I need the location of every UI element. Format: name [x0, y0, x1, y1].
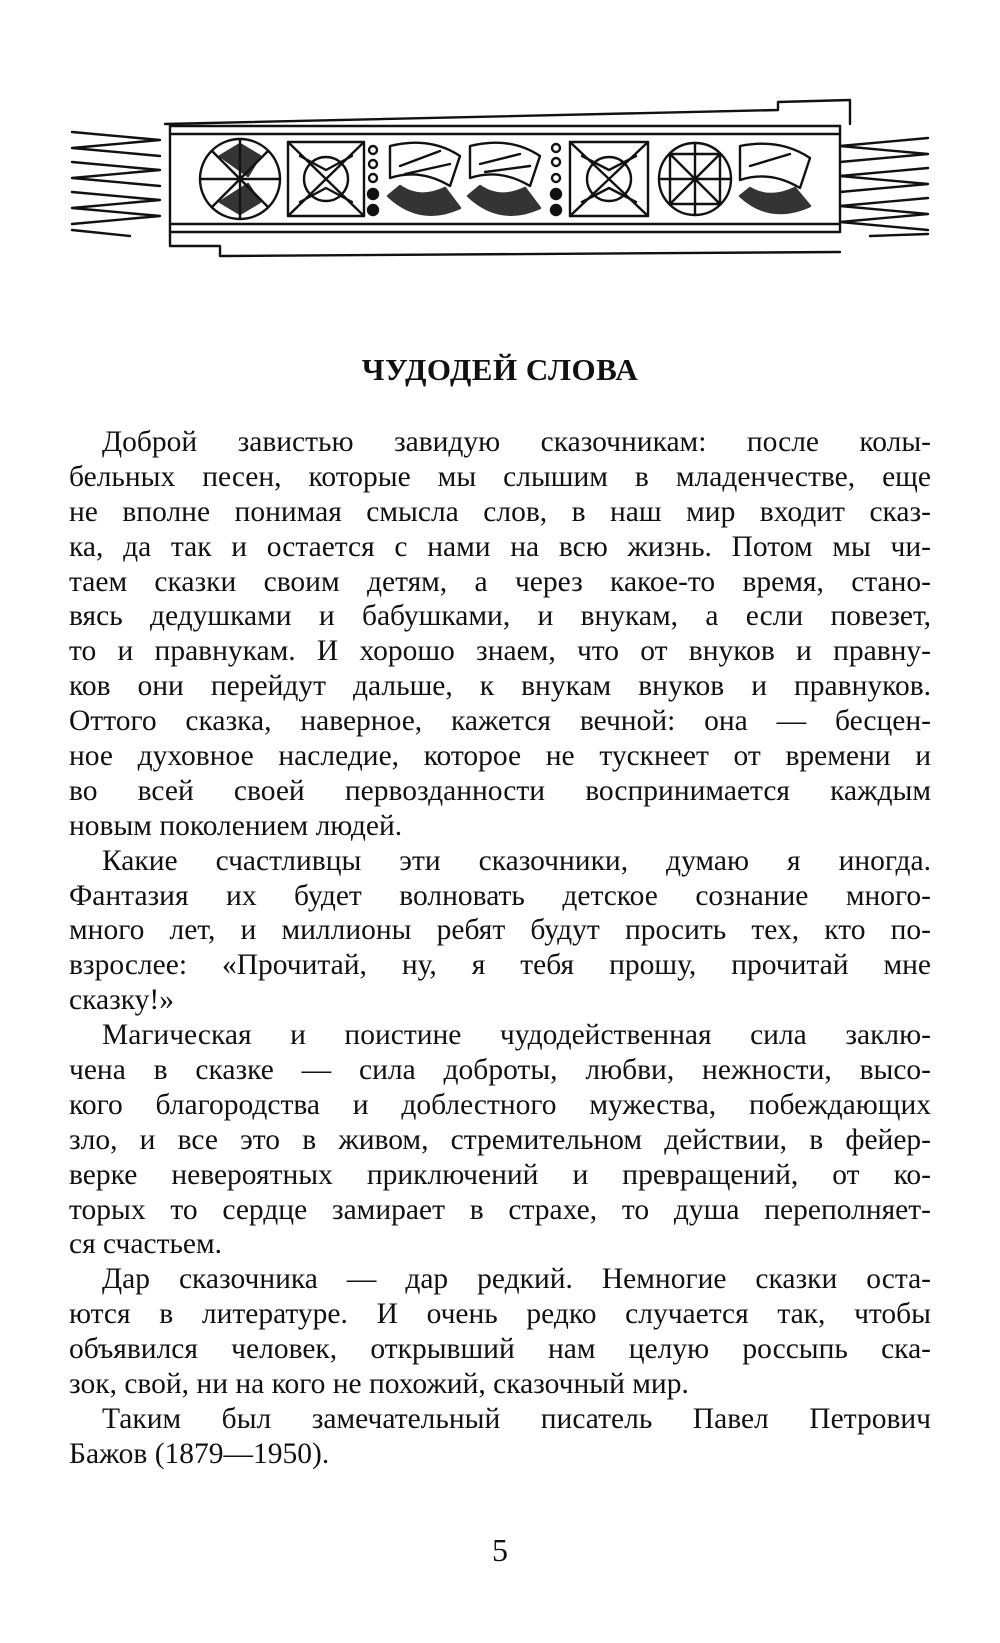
text-line: ются в литературе. И очень редко случается так, чтобы [69, 1298, 931, 1331]
text-line: зок, свой, ни на кого не похожий, сказочный мир. [69, 1368, 689, 1401]
text-line: таем сказки своим детям, а через какое-то время, стано- [69, 565, 931, 598]
text-line: ся счастьем. [69, 1228, 223, 1261]
carved-ornament-icon [70, 96, 930, 274]
rosette-left-icon [200, 139, 280, 219]
text-line: верке невероятных приключений и превращений, от ко- [69, 1158, 931, 1191]
dots-column-right-icon [551, 144, 561, 215]
text-line: бельных песен, которые мы слышим в младенчестве, еще [69, 460, 931, 493]
text-line: Оттого сказка, наверное, кажется вечной: она — бесцен- [69, 705, 931, 738]
text-line: зло, и все это в живом, стремительном действии, в фейер- [69, 1123, 931, 1156]
text-line: вясь дедушками и бабушками, и внукам, а если повезет, [69, 600, 931, 633]
rosette-right-icon [570, 142, 648, 216]
body-text [69, 425, 931, 1472]
text-line: много лет, и миллионы ребят будут просить тех, кто по- [69, 914, 931, 947]
text-line: ков они перейдут дальше, к внукам внуков и правнуков. [69, 670, 931, 703]
page-number: 5 [492, 1532, 508, 1568]
text-line: кого благородства и доблестного мужества, побеждающих [69, 1088, 931, 1121]
rosette-far-right-icon [659, 143, 731, 215]
rosette-center-icon [468, 143, 540, 215]
text-line: сказку!» [69, 984, 174, 1017]
text-line: торых то сердце замирает в страхе, то душа переполняет- [69, 1193, 931, 1226]
text-line: взрослее: «Прочитай, ну, я тебя прошу, прочитай мне [69, 949, 931, 982]
rosette-center-left-icon [288, 142, 364, 216]
dots-column-left-icon [368, 146, 378, 215]
text-line: Магическая и поистине чудодейственная сила заклю- [102, 1019, 931, 1052]
text-line: Таким был замечательный писатель Павел Петрович [102, 1402, 931, 1435]
page-title: ЧУДОДЕЙ СЛОВА [361, 352, 639, 387]
text-line: Бажов (1879—1950). [69, 1437, 330, 1470]
text-line: Дар сказочника — дар редкий. Немногие сказки оста- [102, 1263, 931, 1296]
right-zigzag-icon [840, 138, 928, 236]
text-line: Какие счастливцы эти сказочники, думаю я иногда. [102, 844, 931, 877]
text-line: чена в сказке — сила доброты, любви, нежности, высо- [69, 1054, 931, 1087]
text-line: новым поколением людей. [69, 809, 403, 842]
fan-left-icon [388, 143, 460, 215]
text-line: Фантазия их будет волновать детское сознание много- [69, 879, 931, 912]
text-line: во всей своей первозданности воспринимается каждым [69, 774, 931, 807]
left-zigzag-icon [72, 132, 160, 236]
text-line: ное духовное наследие, которое не тускнеет от времени и [69, 740, 931, 773]
text-line: то и правнукам. И хорошо знаем, что от внуков и правну- [69, 635, 931, 668]
text-line: объявился человек, открывший нам целую россыпь ска- [69, 1333, 931, 1366]
text-line: ка, да так и остается с нами на всю жизнь. Потом мы чи- [69, 530, 931, 563]
text-line: Доброй завистью завидую сказочникам: после колы- [102, 426, 931, 458]
fan-right-icon [740, 144, 810, 213]
text-line: не вполне понимая смысла слов, в наш мир входит сказ- [69, 495, 931, 528]
